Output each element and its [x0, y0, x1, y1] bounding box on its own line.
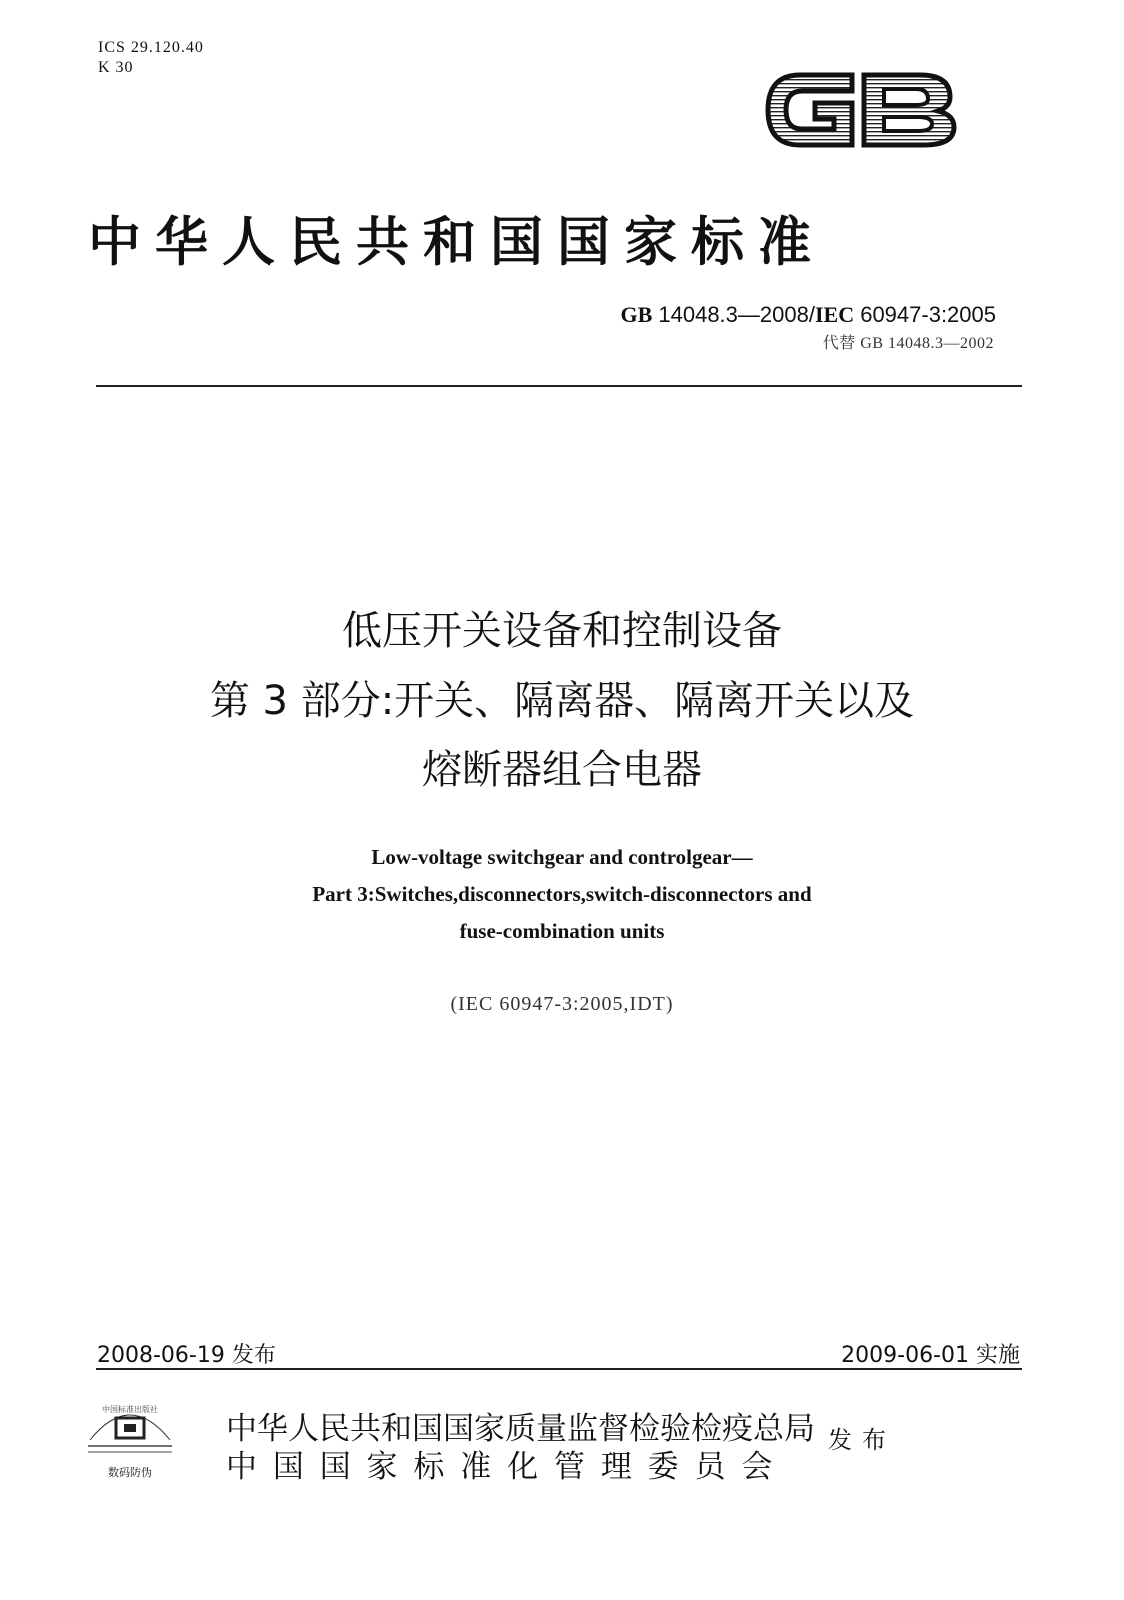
footer-divider — [96, 1368, 1022, 1370]
standard-number — [620, 302, 996, 328]
iec-prefix: IEC — [814, 302, 855, 327]
gb-logo-icon — [760, 55, 960, 165]
seal-text-top: 中国标准出版社 — [102, 1405, 158, 1414]
standard-code: 14048.3—2008/ — [658, 302, 815, 327]
cn-title-line1: 低压开关设备和控制设备 — [342, 608, 782, 654]
standard-prefix: GB — [620, 302, 653, 327]
category-code: K 30 — [98, 59, 134, 76]
header-divider — [96, 385, 1022, 387]
issue-word: 发布 — [828, 1426, 896, 1454]
national-standard-title: 中华人民共和国国家标准 — [88, 211, 825, 273]
issuer-line1: 中华人民共和国国家质量监督检验检疫总局 — [226, 1411, 815, 1447]
effective-date: 2009-06-01 实施 — [841, 1343, 1020, 1368]
anti-counterfeit-seal — [80, 1400, 180, 1480]
cn-title-line3: 熔断器组合电器 — [422, 747, 702, 793]
cn-title-line2: 第 3 部分:开关、隔离器、隔离开关以及 — [209, 678, 915, 724]
seal-text-bottom: 数码防伪 — [108, 1466, 152, 1479]
replaces-note: 代替 GB 14048.3—2002 — [822, 335, 994, 352]
en-title-line3: fuse-combination units — [459, 919, 665, 943]
issuer-line2: 中 国 国 家 标 准 化 管 理 委 员 会 — [226, 1449, 776, 1485]
equivalence-note: (IEC 60947-3:2005,IDT) — [450, 993, 674, 1015]
ics-code-block — [98, 38, 204, 78]
en-title-line2: Part 3:Switches,disconnectors,switch-disconnectors and — [312, 882, 812, 906]
publish-date: 2008-06-19 发布 — [97, 1343, 276, 1368]
iec-code: 60947-3:2005 — [860, 302, 996, 327]
en-title-line1: Low-voltage switchgear and controlgear— — [371, 845, 753, 869]
ics-code: ICS 29.120.40 — [98, 39, 204, 56]
